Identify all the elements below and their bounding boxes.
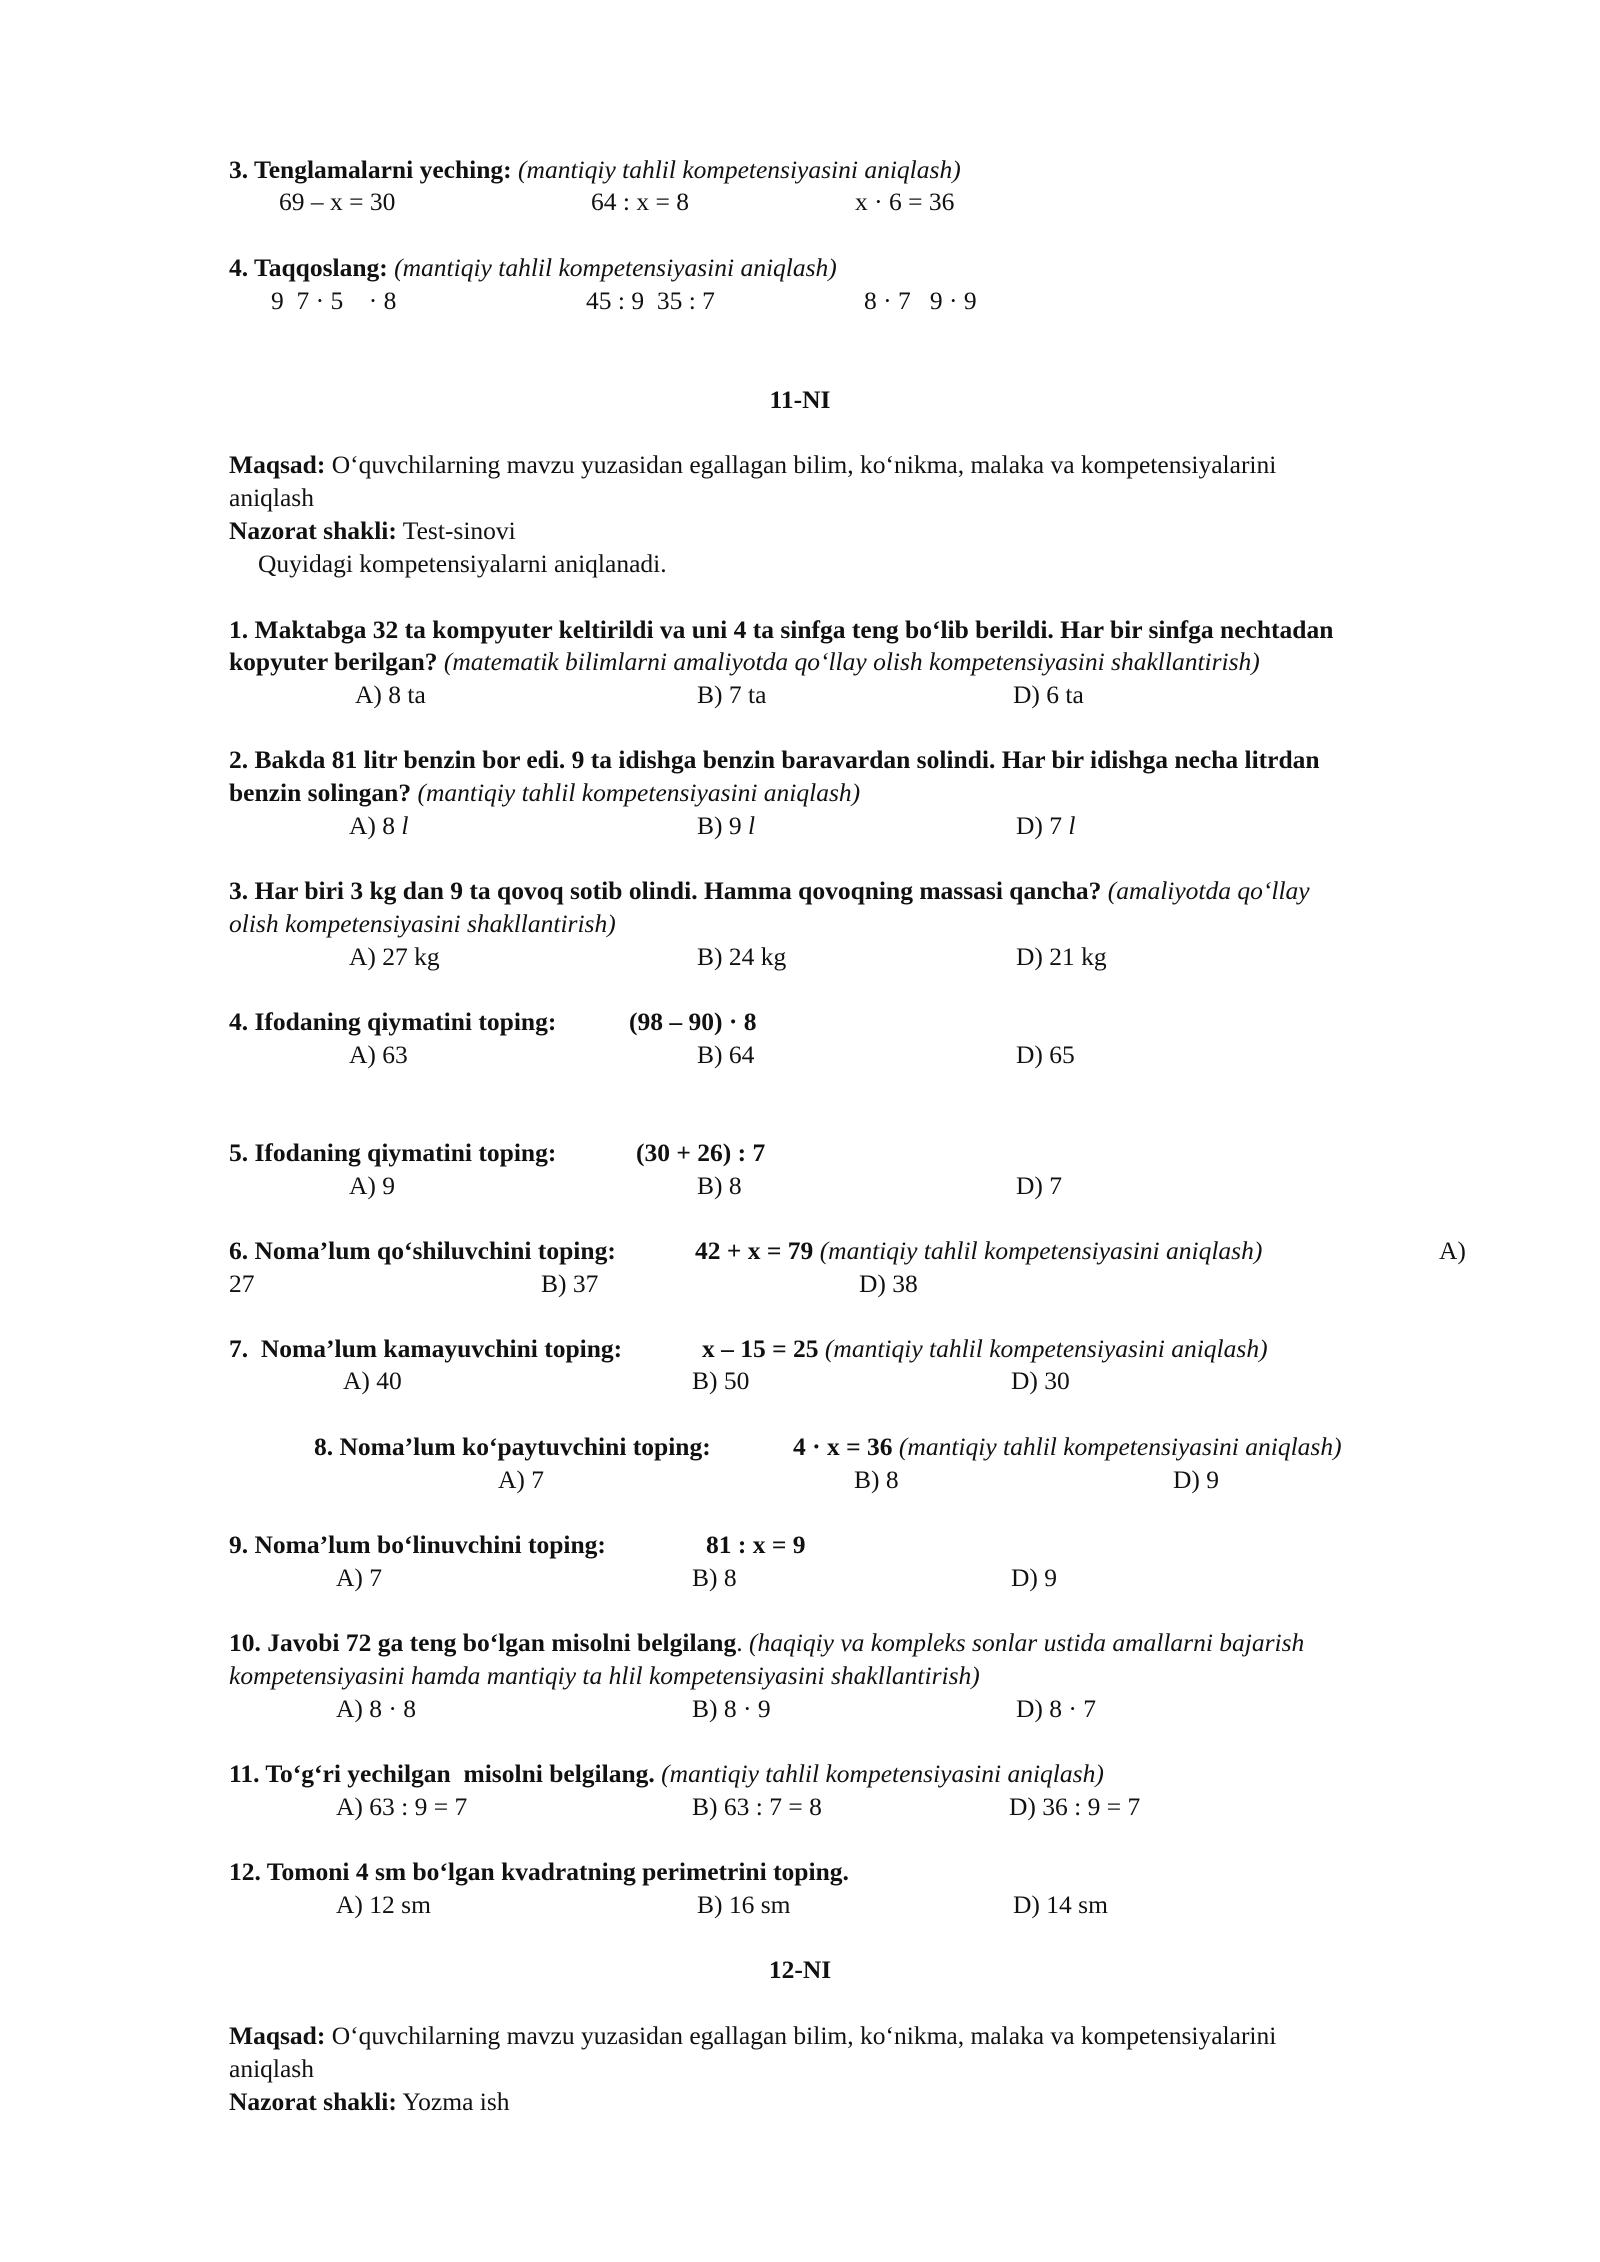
question-10-note-cont: kompetensiyasini hamda mantiqiy ta hlil kompetensiyasini shakllantirish) xyxy=(229,1661,980,1690)
question-1-line-1: 1. Maktabga 32 ta kompyuter keltirildi va uni 4 ta sinfga teng bo‘lib berildi. Har bir sinfga nechtadan xyxy=(229,615,1334,644)
option-a-value: A) 8 xyxy=(349,811,396,840)
question-12-option-b: B) 16 sm xyxy=(697,1890,791,1919)
equation-2: 64 : x = 8 xyxy=(591,187,689,216)
question-8-option-a: A) 7 xyxy=(498,1465,545,1494)
section-3-note: (mantiqiy tahlil kompetensiyasini aniqlash) xyxy=(518,155,961,184)
question-10-text: 10. Javobi 72 ga teng bo‘lgan misolni belgilang xyxy=(229,1628,737,1657)
nazorat-12 xyxy=(229,2089,510,2115)
question-8-note: (mantiqiy tahlil kompetensiyasini aniqlash) xyxy=(898,1432,1342,1461)
liter-unit: l xyxy=(401,811,409,840)
question-3-option-b: B) 24 kg xyxy=(697,942,787,971)
option-b-value: B) 9 xyxy=(697,811,742,840)
question-4-option-b: B) 64 xyxy=(697,1040,755,1069)
liter-unit: l xyxy=(1068,811,1076,840)
question-6-note: (mantiqiy tahlil kompetensiyasini aniqlash) xyxy=(819,1236,1263,1265)
question-4-expression: (98 – 90) · 8 xyxy=(629,1007,757,1036)
nazorat-11 xyxy=(229,518,516,544)
question-7-expression: x – 15 = 25 xyxy=(702,1334,819,1363)
question-9-title: 9. Noma’lum bo‘linuvchini toping: xyxy=(229,1530,606,1559)
question-9-option-a: A) 7 xyxy=(336,1563,383,1592)
question-3-option-a: A) 27 kg xyxy=(349,942,440,971)
question-11-note: (mantiqiy tahlil kompetensiyasini aniqlash) xyxy=(661,1759,1104,1788)
question-5-option-a: A) 9 xyxy=(349,1171,396,1200)
question-9-expression: 81 : x = 9 xyxy=(706,1530,806,1559)
question-3-option-d: D) 21 kg xyxy=(1016,942,1107,971)
question-2-option-d xyxy=(1016,813,1076,839)
maqsad-12 xyxy=(229,2023,1276,2049)
comparison-3: 8 · 7 9 · 9 xyxy=(864,286,977,315)
question-2-note: (mantiqiy tahlil kompetensiyasini aniqlash) xyxy=(417,778,861,807)
question-5-option-d: D) 7 xyxy=(1016,1171,1063,1200)
question-2-line-1: 2. Bakda 81 litr benzin bor edi. 9 ta idishga benzin baravardan solindi. Har bir idishga necha litrdan xyxy=(229,745,1320,774)
question-5-option-b: B) 8 xyxy=(697,1171,742,1200)
question-7-option-d: D) 30 xyxy=(1011,1366,1070,1395)
question-10-option-b: B) 8 · 9 xyxy=(692,1694,771,1723)
question-8-option-b: B) 8 xyxy=(854,1465,899,1494)
question-7-expr-line xyxy=(702,1336,1268,1362)
question-9-option-b: B) 8 xyxy=(692,1563,737,1592)
question-11-option-d: D) 36 : 9 = 7 xyxy=(1009,1792,1141,1821)
maqsad-label: Maqsad: xyxy=(229,450,326,479)
question-2-line-2 xyxy=(229,780,860,806)
maqsad-11 xyxy=(229,452,1276,478)
question-1-line-2 xyxy=(229,649,1260,675)
question-2-option-b xyxy=(697,813,755,839)
comparison-2: 45 : 9 35 : 7 xyxy=(586,286,715,315)
question-11-option-b: B) 63 : 7 = 8 xyxy=(692,1792,822,1821)
question-10-option-a: A) 8 · 8 xyxy=(336,1694,417,1723)
question-4-option-d: D) 65 xyxy=(1016,1040,1075,1069)
question-7-option-b: B) 50 xyxy=(692,1366,750,1395)
question-6-option-a-value: 27 xyxy=(229,1269,255,1298)
question-10-period: . xyxy=(736,1628,743,1657)
section-3-title: 3. Tenglamalarni yeching: xyxy=(229,155,512,184)
question-7-note: (mantiqiy tahlil kompetensiyasini aniqlash) xyxy=(824,1334,1268,1363)
question-7-option-a: A) 40 xyxy=(343,1366,402,1395)
question-3-line-1 xyxy=(229,878,1310,904)
nazorat-label: Nazorat shakli: xyxy=(229,2087,397,2116)
question-11-option-a: A) 63 : 9 = 7 xyxy=(336,1792,468,1821)
question-8-expression: 4 · x = 36 xyxy=(793,1432,893,1461)
section-3-heading xyxy=(229,157,961,183)
comparison-1: 9 7 · 5 · 8 xyxy=(271,286,397,315)
maqsad-text-cont: aniqlash xyxy=(229,2054,314,2083)
maqsad-text: O‘quvchilarning mavzu yuzasidan egallagan bilim, ko‘nikma, malaka va kompetensiyalarini xyxy=(331,450,1277,479)
question-7-title: 7. Noma’lum kamayuvchini toping: xyxy=(229,1334,623,1363)
option-d-value: D) 7 xyxy=(1016,811,1063,840)
question-6-option-a-label: A) xyxy=(1439,1236,1466,1265)
question-10-option-d: D) 8 · 7 xyxy=(1016,1694,1097,1723)
question-8-expr-line xyxy=(793,1434,1342,1460)
question-5-title: 5. Ifodaning qiymatini toping: xyxy=(229,1138,557,1167)
section-heading-12: 12-NI xyxy=(768,1955,832,1984)
question-8-option-d: D) 9 xyxy=(1173,1465,1220,1494)
question-9-option-d: D) 9 xyxy=(1011,1563,1058,1592)
nazorat-text: Test-sinovi xyxy=(402,516,516,545)
question-6-expression: 42 + x = 79 xyxy=(695,1236,814,1265)
question-1-option-d: D) 6 ta xyxy=(1013,680,1084,709)
question-6-option-b: B) 37 xyxy=(541,1269,599,1298)
liter-unit: l xyxy=(748,811,756,840)
question-6-expr-line xyxy=(695,1238,1262,1264)
maqsad-label: Maqsad: xyxy=(229,2021,326,2050)
question-8-title: 8. Noma’lum ko‘paytuvchini toping: xyxy=(314,1432,711,1461)
question-5-expression: (30 + 26) : 7 xyxy=(636,1138,766,1167)
question-11-line xyxy=(229,1761,1104,1787)
section-4-title: 4. Taqqoslang: xyxy=(229,253,388,282)
maqsad-text: O‘quvchilarning mavzu yuzasidan egallagan bilim, ko‘nikma, malaka va kompetensiyalarini xyxy=(331,2021,1277,2050)
equation-3: x · 6 = 36 xyxy=(855,187,955,216)
question-4-title: 4. Ifodaning qiymatini toping: xyxy=(229,1007,557,1036)
question-3-note: (amaliyotda qo‘llay xyxy=(1107,876,1310,905)
question-1-option-b: B) 7 ta xyxy=(697,680,767,709)
intro-text: Quyidagi kompetensiyalarni aniqlanadi. xyxy=(258,549,667,578)
equation-1: 69 – x = 30 xyxy=(279,187,396,216)
question-11-text: 11. To‘g‘ri yechilgan misolni belgilang. xyxy=(229,1759,655,1788)
question-3-note-cont: olish kompetensiyasini shakllantirish) xyxy=(229,909,616,938)
question-4-option-a: A) 63 xyxy=(349,1040,408,1069)
question-10-note: (haqiqiy va kompleks sonlar ustida amallarni bajarish xyxy=(749,1628,1305,1657)
question-1-text: kopyuter berilgan? xyxy=(229,647,438,676)
question-12-option-a: A) 12 sm xyxy=(336,1890,431,1919)
question-2-option-a xyxy=(349,813,409,839)
question-3-text: 3. Har biri 3 kg dan 9 ta qovoq sotib olindi. Hamma qovoqning massasi qancha? xyxy=(229,876,1102,905)
section-4-note: (mantiqiy tahlil kompetensiyasini aniqlash) xyxy=(394,253,837,282)
section-4-heading xyxy=(229,255,837,281)
question-1-note: (matematik bilimlarni amaliyotda qo‘llay olish kompetensiyasini shakllantirish) xyxy=(443,647,1260,676)
maqsad-text-cont: aniqlash xyxy=(229,483,314,512)
question-6-option-d: D) 38 xyxy=(859,1269,918,1298)
nazorat-label: Nazorat shakli: xyxy=(229,516,397,545)
question-2-text: benzin solingan? xyxy=(229,778,412,807)
question-6-title: 6. Noma’lum qo‘shiluvchini toping: xyxy=(229,1236,616,1265)
question-12-option-d: D) 14 sm xyxy=(1013,1890,1108,1919)
question-12-title: 12. Tomoni 4 sm bo‘lgan kvadratning perimetrini toping. xyxy=(229,1857,849,1886)
question-10-line-1 xyxy=(229,1630,1304,1656)
nazorat-text: Yozma ish xyxy=(402,2087,510,2116)
section-heading-11: 11-NI xyxy=(769,385,831,414)
question-1-option-a: A) 8 ta xyxy=(355,680,426,709)
